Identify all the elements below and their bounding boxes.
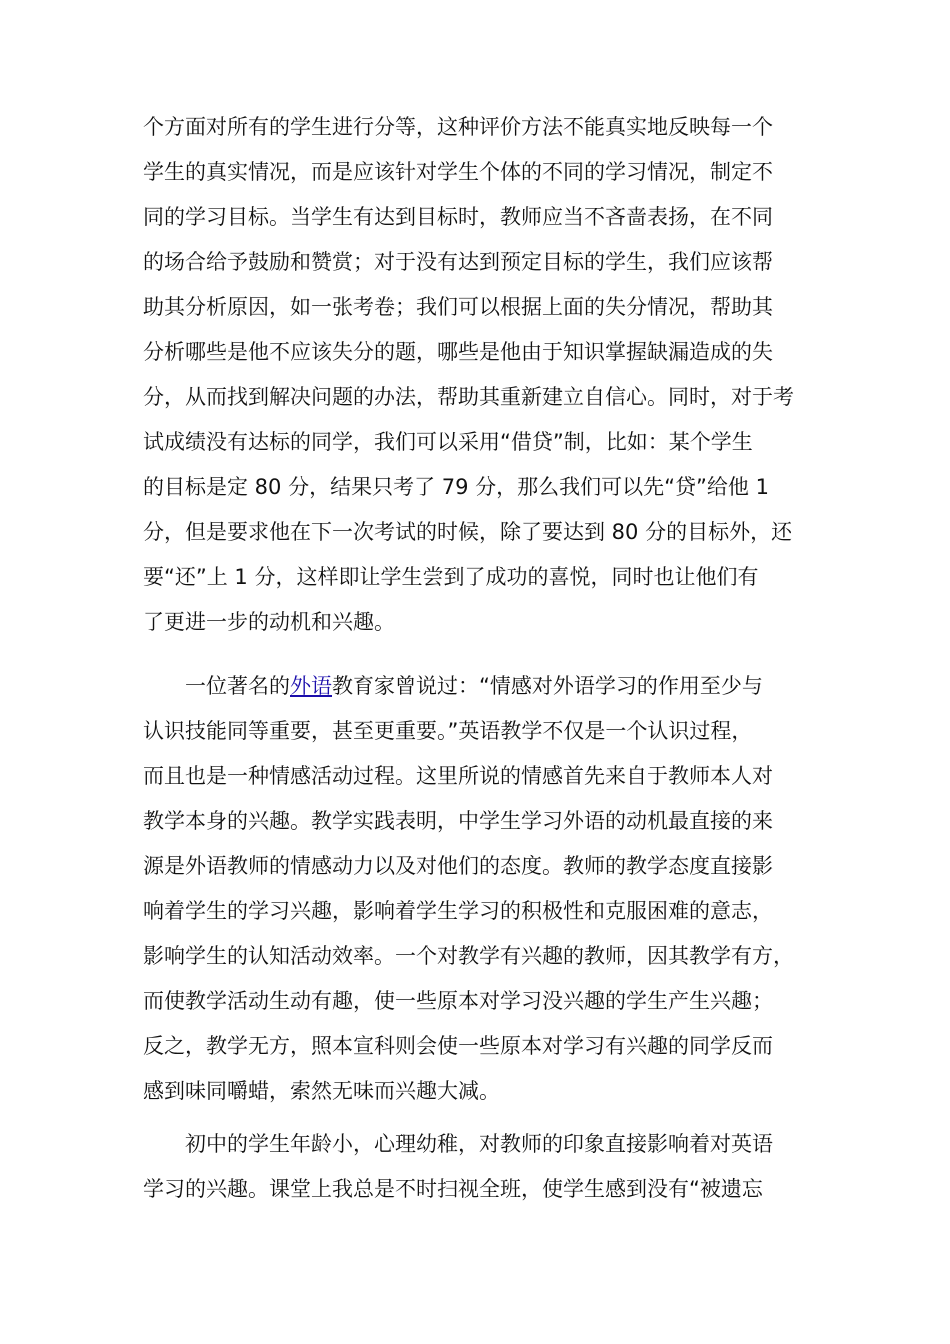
paragraph-line: 个方面对所有的学生进行分等，这种评价方法不能真实地反映每一个 [143,115,773,139]
paragraph-line: 分，但是要求他在下一次考试的时候，除了要达到 80 分的目标外，还 [143,520,793,544]
paragraph-line: 学生的真实情况，而是应该针对学生个体的不同的学习情况，制定不 [143,160,773,184]
paragraph-line: 影响学生的认知活动效率。一个对教学有兴趣的教师，因其教学有方， [143,944,794,968]
paragraph-line: 同的学习目标。当学生有达到目标时，教师应当不吝啬表扬，在不同 [143,205,773,229]
paragraph-line: 要“还”上 1 分，这样即让学生尝到了成功的喜悦，同时也让他们有 [143,565,759,589]
paragraph-line: 感到味同嚼蜡，索然无味而兴趣大减。 [143,1079,500,1103]
paragraph-first-line [143,664,823,709]
paragraph-text: 教育家曾说过：“情感对外语学习的作用至少与 [332,674,763,698]
paragraph-text: 一位著名的 [185,674,290,698]
paragraph-line: 试成绩没有达标的同学，我们可以采用“借贷”制，比如：某个学生 [143,430,753,454]
paragraph-line: 教学本身的兴趣。教学实践表明，中学生学习外语的动机最直接的来 [143,809,773,833]
paragraph-line: 反之，教学无方，照本宣科则会使一些原本对学习有兴趣的同学反而 [143,1034,773,1058]
paragraph-line: 分析哪些是他不应该失分的题，哪些是他由于知识掌握缺漏造成的失 [143,340,773,364]
paragraph-3 [143,1122,823,1212]
paragraph-line: 的场合给予鼓励和赞赏；对于没有达到预定目标的学生，我们应该帮 [143,250,773,274]
paragraph-line: 分，从而找到解决问题的办法，帮助其重新建立自信心。同时，对于考 [143,385,794,409]
paragraph-2 [143,664,823,1114]
paragraph-line: 而使教学活动生动有趣，使一些原本对学习没兴趣的学生产生兴趣； [143,989,773,1013]
paragraph-line: 的目标是定 80 分，结果只考了 79 分，那么我们可以先“贷”给他 1 [143,475,769,499]
paragraph-1 [143,105,823,645]
paragraph-line: 了更进一步的动机和兴趣。 [143,610,395,634]
paragraph-line: 初中的学生年龄小，心理幼稚，对教师的印象直接影响着对英语 [185,1132,773,1156]
foreign-language-link[interactable]: 外语 [290,674,332,698]
paragraph-line: 源是外语教师的情感动力以及对他们的态度。教师的教学态度直接影 [143,854,773,878]
paragraph-line: 而且也是一种情感活动过程。这里所说的情感首先来自于教师本人对 [143,764,773,788]
paragraph-line: 认识技能同等重要，甚至更重要。”英语教学不仅是一个认识过程， [143,719,753,743]
paragraph-line: 学习的兴趣。课堂上我总是不时扫视全班，使学生感到没有“被遗忘 [143,1177,763,1201]
paragraph-line: 助其分析原因，如一张考卷；我们可以根据上面的失分情况，帮助其 [143,295,773,319]
paragraph-line: 响着学生的学习兴趣，影响着学生学习的积极性和克服困难的意志， [143,899,773,923]
